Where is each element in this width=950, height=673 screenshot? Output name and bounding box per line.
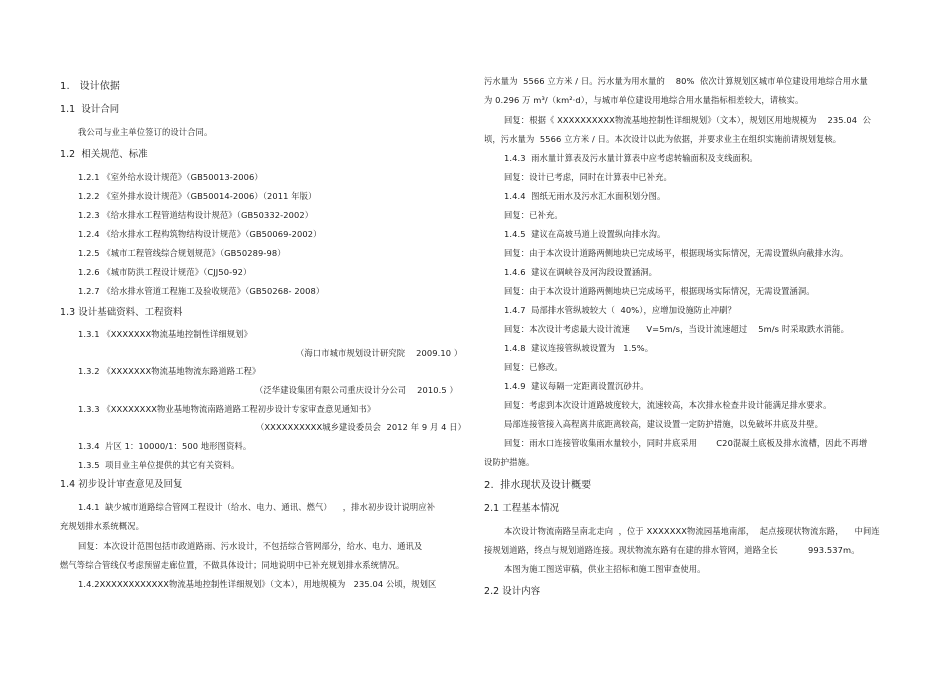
review-question: 1.4.5 建议在高坡马道上设置纵向排水沟。: [504, 229, 666, 239]
reference-item: 1.3.1 《XXXXXXX物流基地控制性详细规划》: [78, 329, 252, 339]
reference-item: 1.3.5 项目业主单位提供的其它有关资料。: [78, 460, 240, 470]
paragraph-contract: 我公司与业主单位签订的设计合同。: [78, 127, 213, 137]
paragraph-project: 本次设计物流南路呈南北走向 ，位于 XXXXXXX物流园基地南部， 起点接现状物流东路， 中间连: [504, 526, 880, 536]
standard-item: 1.2.2 《室外排水设计规范》（GB50014-2006）（2011 年版）: [78, 191, 317, 201]
heading-drainage-status: 2. 排水现状及设计概要: [484, 480, 592, 491]
review-reply: 顷，污水量为 5566 立方米 / 日。本次设计以此为依据，并要求业主在组织实施前请规划复核。: [484, 134, 842, 144]
heading-design-contract: 1.1 设计合同: [60, 104, 120, 115]
review-reply: 回复：本次设计范围包括市政道路雨、污水设计，不包括综合管网部分，给水、电力、通讯及: [78, 541, 423, 551]
review-question: 1.4.8 建议连接管纵坡设置为 1.5%。: [504, 343, 654, 353]
review-question: 为 0.296 万 m³/（km²·d），与城市单位建设用地综合用水量指标相差较大，请核实。: [484, 95, 804, 105]
reference-item: 1.3.4 片区 1：10000/1：500 地形图资料。: [78, 441, 252, 451]
review-reply: 回复：根据《 XXXXXXXXXX物流基地控制性详细规划》（文本），规划区用地规模为 235.04 公: [504, 115, 872, 125]
review-reply: 设防护措施。: [484, 457, 535, 467]
review-question: 1.4.1 缺少城市道路综合管网工程设计（给水、电力、通讯、燃气） ，排水初步设计说明应补: [78, 502, 436, 512]
review-reply: 回复：考虑到本次设计道路坡度较大，流速较高，本次排水检查井设计能满足排水要求。: [504, 400, 832, 410]
review-question: 污水量为 5566 立方米 / 日。污水量为用水量的 80% 依次计算规划区城市单位建设用地综合用水量: [484, 76, 868, 86]
review-reply: 回复：本次设计考虑最大设计流速 V=5m/s，当设计流速超过 5m/s 时采取跌水消能。: [504, 324, 850, 334]
review-question: 1.4.7 局部排水管纵坡较大（ 40%），应增加设施防止冲刷？: [504, 305, 736, 315]
paragraph-project: 本图为施工图送审稿，供业主招标和施工图审查使用。: [504, 564, 706, 574]
review-reply: 回复：雨水口连接管收集雨水量较小，同时井底采用 C20混凝土底板及排水流槽，因此不再增: [504, 438, 868, 448]
review-question: 充规划排水系统概况。: [60, 521, 144, 531]
review-question: 1.4.2XXXXXXXXXXXX物流基地控制性详细规划》（文本），用地规模为 235.04 公顷，规划区: [78, 579, 437, 589]
heading-design-basis: 1. 设计依据: [60, 81, 120, 92]
review-reply: 燃气等综合管线仅考虑预留走廊位置，不做具体设计；同地说明中已补充规划排水系统情况。: [60, 560, 405, 570]
reference-source: （XXXXXXXXXX城乡建设委员会 2012 年 9 月 4 日）: [256, 422, 467, 432]
review-reply: 回复：由于本次设计道路两侧地块已完成场平，根据现场实际情况，无需设置涵洞。: [504, 286, 815, 296]
standard-item: 1.2.5 《城市工程管线综合规划规范》（GB50289-98）: [78, 248, 286, 258]
standard-item: 1.2.1 《室外给水设计规范》（GB50013-2006）: [78, 172, 263, 182]
standard-item: 1.2.4 《给水排水工程构筑物结构设计规范》（GB50069-2002）: [78, 229, 322, 239]
standard-item: 1.2.7 《给水排水管道工程施工及验收规范》（GB50268- 2008）: [78, 286, 325, 296]
reference-item: 1.3.3 《XXXXXXXX物业基地物流南路道路工程初步设计专家审查意见通知书》: [78, 404, 376, 414]
review-reply: 回复：由于本次设计道路两侧地块已完成场平，根据现场实际情况，无需设置纵向截排水沟。: [504, 248, 849, 258]
review-question: 1.4.3 雨水量计算表及污水量计算表中应考虑转输面积及支线面积。: [504, 153, 758, 163]
reference-item: 1.3.2 《XXXXXXX物流基地物流东路道路工程》: [78, 366, 261, 376]
reference-source: （海口市城市规划设计研究院 2009.10 ）: [296, 348, 463, 358]
review-question: 1.4.4 图纸无雨水及污水汇水面积划分图。: [504, 191, 666, 201]
review-reply: 局部连接管接入高程离井底距离较高，建议设置一定防护措施，以免破坏井底及井壁。: [504, 419, 824, 429]
heading-project-basics: 2.1 工程基本情况: [484, 503, 560, 514]
heading-review-opinions: 1.4 初步设计审查意见及回复: [60, 479, 183, 490]
standard-item: 1.2.6 《城市防洪工程设计规范》（CJJ50-92）: [78, 267, 252, 277]
paragraph-project: 接规划道路，终点与规划道路连接。现状物流东路有在建的排水管网，道路全长 993.537m。: [484, 545, 860, 555]
review-question: 1.4.9 建议每隔一定距离设置沉砂井。: [504, 381, 649, 391]
standard-item: 1.2.3 《给水排水工程管道结构设计规范》（GB50332-2002）: [78, 210, 314, 220]
review-reply: 回复：设计已考虑，同时在计算表中已补充。: [504, 172, 672, 182]
heading-standards: 1.2 相关规范、标准: [60, 149, 148, 160]
heading-design-content: 2.2 设计内容: [484, 586, 541, 597]
review-reply: 回复：已修改。: [504, 362, 563, 372]
review-question: 1.4.6 建议在调峡谷及河沟段设置涵洞。: [504, 267, 658, 277]
review-reply: 回复：已补充。: [504, 210, 563, 220]
heading-basic-data: 1.3 设计基础资料、工程资料: [60, 307, 183, 318]
reference-source: （泛华建设集团有限公司重庆设计分公司 2010.5 ）: [255, 385, 458, 395]
